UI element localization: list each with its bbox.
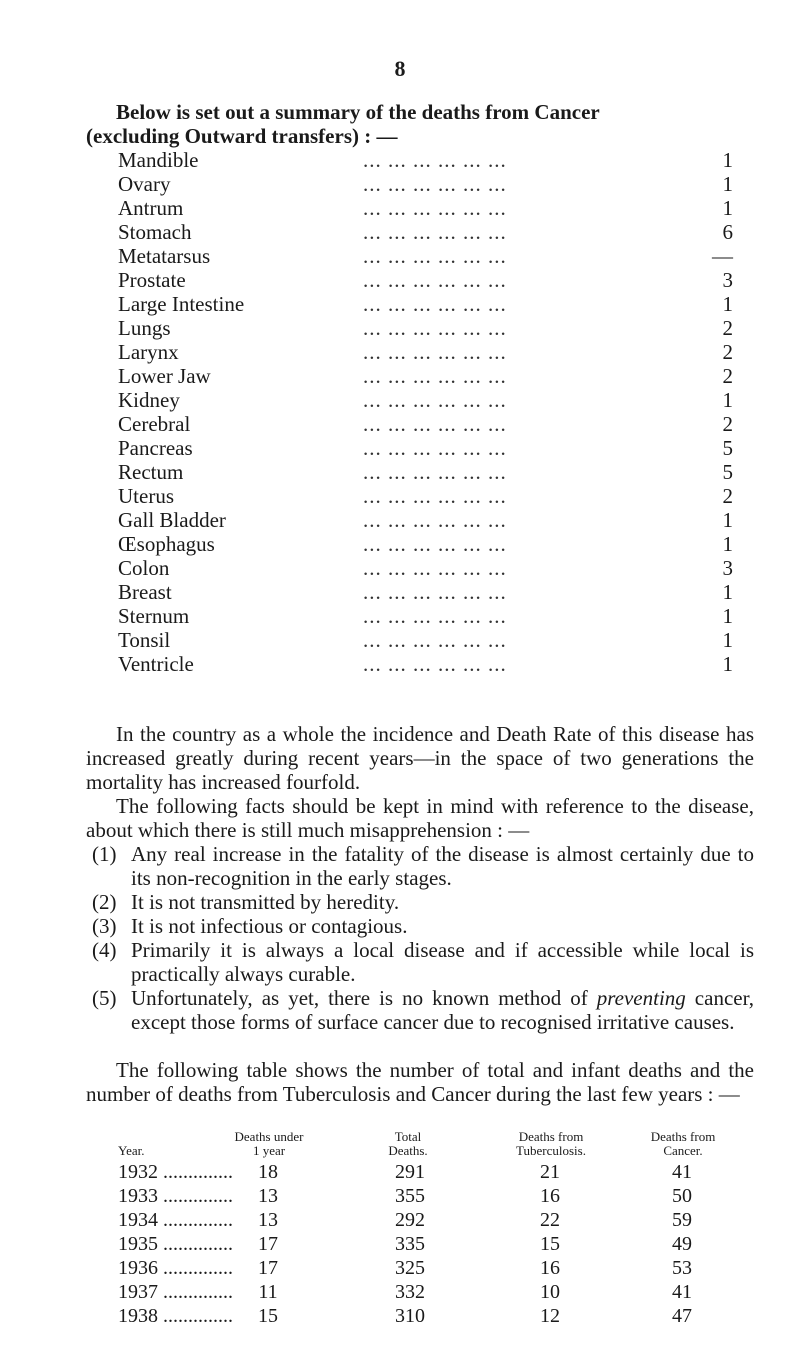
table-intro-text: The following table shows the number of total and infant deaths and the number of deaths from Tuberculosis and Cancer during the last few years : — xyxy=(86,1058,754,1106)
cell-tb-deaths: 22 xyxy=(540,1209,560,1231)
cell-tb-deaths: 16 xyxy=(540,1257,560,1279)
death-count: 5 xyxy=(722,460,733,484)
cell-total-deaths: 335 xyxy=(395,1233,425,1255)
fact-text: It is not infectious or contagious. xyxy=(131,914,408,938)
cell-total-deaths: 291 xyxy=(395,1161,425,1183)
cancer-site: Gall Bladder xyxy=(118,508,226,532)
list-item xyxy=(118,388,733,412)
death-count: 1 xyxy=(722,508,733,532)
header-total-line1: Total xyxy=(394,1129,422,1144)
death-count: 1 xyxy=(722,148,733,172)
leader-dots: ... ... ... ... ... ... xyxy=(363,172,507,196)
header-infant-line2: 1 year xyxy=(252,1143,286,1158)
header-year: Year. xyxy=(118,1143,145,1158)
fact-text: Primarily it is always a local disease and if accessible while local is practically always curable. xyxy=(131,938,754,986)
leader-dots: ... ... ... ... ... ... xyxy=(363,604,507,628)
leader-dots: ... ... ... ... ... ... xyxy=(363,532,507,556)
list-item xyxy=(118,580,733,604)
cancer-site: Rectum xyxy=(118,460,184,484)
list-item xyxy=(118,508,733,532)
cell-year: 1936 .............. xyxy=(118,1257,233,1279)
list-item xyxy=(118,268,733,292)
cell-total-deaths: 292 xyxy=(395,1209,425,1231)
cancer-site: Stomach xyxy=(118,220,192,244)
cancer-site: Metatarsus xyxy=(118,244,211,268)
table-row xyxy=(118,1256,768,1280)
cell-cancer-deaths: 59 xyxy=(672,1209,692,1231)
death-count: 2 xyxy=(722,484,733,508)
cell-year: 1932 .............. xyxy=(118,1161,233,1183)
table-row xyxy=(118,1208,768,1232)
header-infant-deaths xyxy=(214,1130,324,1158)
list-item xyxy=(118,532,733,556)
cancer-site: Large Intestine xyxy=(118,292,245,316)
leader-dots: ... ... ... ... ... ... xyxy=(363,244,507,268)
death-count: 2 xyxy=(722,412,733,436)
cell-infant-deaths: 15 xyxy=(258,1305,278,1327)
cancer-site: Ovary xyxy=(118,172,171,196)
list-item xyxy=(118,244,733,268)
leader-dots: ... ... ... ... ... ... xyxy=(363,412,507,436)
cell-year: 1935 .............. xyxy=(118,1233,233,1255)
cell-cancer-deaths: 53 xyxy=(672,1257,692,1279)
leader-dots: ... ... ... ... ... ... xyxy=(363,220,507,244)
fact-number: (5) xyxy=(92,986,117,1010)
fact-text-emphasis: preventing xyxy=(596,986,686,1010)
cancer-summary-intro xyxy=(86,100,756,148)
cell-cancer-deaths: 50 xyxy=(672,1185,692,1207)
death-count: 2 xyxy=(722,340,733,364)
death-count: 1 xyxy=(722,532,733,556)
fact-text-start: Unfortunately, as yet, there is no known method of xyxy=(131,986,597,1010)
intro-line-1: Below is set out a summary of the deaths from Cancer xyxy=(116,100,600,124)
leader-dots: ... ... ... ... ... ... xyxy=(363,484,507,508)
leader-dots: ... ... ... ... ... ... xyxy=(363,340,507,364)
death-count: 6 xyxy=(722,220,733,244)
list-item xyxy=(118,196,733,220)
cell-infant-deaths: 11 xyxy=(258,1281,278,1303)
fact-item xyxy=(92,914,754,938)
list-item xyxy=(118,364,733,388)
cell-tb-deaths: 16 xyxy=(540,1185,560,1207)
cell-infant-deaths: 13 xyxy=(258,1209,278,1231)
leader-dots: ... ... ... ... ... ... xyxy=(363,148,507,172)
cell-tb-deaths: 15 xyxy=(540,1233,560,1255)
cell-tb-deaths: 21 xyxy=(540,1161,560,1183)
list-item xyxy=(118,436,733,460)
list-item xyxy=(118,652,733,676)
cell-year: 1934 .............. xyxy=(118,1209,233,1231)
cancer-site: Œsophagus xyxy=(118,532,215,556)
cancer-site: Cerebral xyxy=(118,412,191,436)
death-count: 1 xyxy=(722,652,733,676)
cell-cancer-deaths: 47 xyxy=(672,1305,692,1327)
death-count: 2 xyxy=(722,364,733,388)
leader-dots: ... ... ... ... ... ... xyxy=(363,652,507,676)
list-item xyxy=(118,412,733,436)
intro-line-2: (excluding Outward transfers) : — xyxy=(86,124,398,148)
cancer-site: Breast xyxy=(118,580,172,604)
cell-year: 1938 .............. xyxy=(118,1305,233,1327)
table-row xyxy=(118,1304,768,1328)
death-count: 2 xyxy=(722,316,733,340)
leader-dots: ... ... ... ... ... ... xyxy=(363,316,507,340)
table-row xyxy=(118,1160,768,1184)
death-count: 1 xyxy=(722,580,733,604)
death-count: 1 xyxy=(722,604,733,628)
leader-dots: ... ... ... ... ... ... xyxy=(363,364,507,388)
fact-text xyxy=(131,986,754,1034)
leader-dots: ... ... ... ... ... ... xyxy=(363,556,507,580)
cell-infant-deaths: 18 xyxy=(258,1161,278,1183)
cancer-site: Lungs xyxy=(118,316,171,340)
mortality-table xyxy=(118,1130,768,1328)
cancer-site: Pancreas xyxy=(118,436,193,460)
death-count: 1 xyxy=(722,172,733,196)
cancer-site: Ventricle xyxy=(118,652,194,676)
table-row xyxy=(118,1232,768,1256)
cell-year: 1937 .............. xyxy=(118,1281,233,1303)
list-item xyxy=(118,628,733,652)
death-count: — xyxy=(712,244,733,268)
leader-dots: ... ... ... ... ... ... xyxy=(363,268,507,292)
cell-cancer-deaths: 41 xyxy=(672,1161,692,1183)
death-count: 5 xyxy=(722,436,733,460)
table-body xyxy=(118,1160,768,1328)
leader-dots: ... ... ... ... ... ... xyxy=(363,580,507,604)
incidence-text: In the country as a whole the incidence and Death Rate of this disease has increased greatly during recent years—in the space of two generations the mortality has increased fourfold. xyxy=(86,722,754,794)
facts-intro-text: The following facts should be kept in mind with reference to the disease, about which there is still much misapprehension : — xyxy=(86,794,754,842)
cell-year: 1933 .............. xyxy=(118,1185,233,1207)
header-tb-line1: Deaths from xyxy=(518,1129,584,1144)
cell-total-deaths: 332 xyxy=(395,1281,425,1303)
leader-dots: ... ... ... ... ... ... xyxy=(363,388,507,412)
header-tb-deaths xyxy=(496,1130,606,1158)
death-count: 1 xyxy=(722,628,733,652)
death-count: 3 xyxy=(722,556,733,580)
table-row xyxy=(118,1280,768,1304)
fact-number: (2) xyxy=(92,890,117,914)
cell-infant-deaths: 17 xyxy=(258,1233,278,1255)
list-item xyxy=(118,316,733,340)
leader-dots: ... ... ... ... ... ... xyxy=(363,460,507,484)
cancer-site: Colon xyxy=(118,556,170,580)
table-row xyxy=(118,1184,768,1208)
header-cancer-line2: Cancer. xyxy=(663,1143,703,1158)
leader-dots: ... ... ... ... ... ... xyxy=(363,292,507,316)
list-item xyxy=(118,292,733,316)
list-item xyxy=(118,220,733,244)
cancer-deaths-list xyxy=(118,148,733,676)
list-item xyxy=(118,148,733,172)
header-cancer-line1: Deaths from xyxy=(650,1129,716,1144)
fact-text: It is not transmitted by heredity. xyxy=(131,890,400,914)
cell-cancer-deaths: 41 xyxy=(672,1281,692,1303)
cancer-site: Kidney xyxy=(118,388,180,412)
death-count: 1 xyxy=(722,292,733,316)
fact-text-end: cancer, except those forms of surface cancer due to recognised irritative causes. xyxy=(131,986,754,1034)
list-item xyxy=(118,460,733,484)
cancer-site: Larynx xyxy=(118,340,179,364)
cell-cancer-deaths: 49 xyxy=(672,1233,692,1255)
death-count: 1 xyxy=(722,196,733,220)
cancer-site: Antrum xyxy=(118,196,184,220)
cancer-site: Mandible xyxy=(118,148,199,172)
table-header-row xyxy=(118,1130,768,1160)
death-count: 3 xyxy=(722,268,733,292)
fact-item xyxy=(92,842,754,890)
leader-dots: ... ... ... ... ... ... xyxy=(363,508,507,532)
fact-item xyxy=(92,890,754,914)
list-item xyxy=(118,172,733,196)
cancer-site: Tonsil xyxy=(118,628,171,652)
leader-dots: ... ... ... ... ... ... xyxy=(363,436,507,460)
leader-dots: ... ... ... ... ... ... xyxy=(363,628,507,652)
cancer-site: Sternum xyxy=(118,604,190,628)
death-count: 1 xyxy=(722,388,733,412)
list-item xyxy=(118,556,733,580)
cell-infant-deaths: 13 xyxy=(258,1185,278,1207)
cell-total-deaths: 355 xyxy=(395,1185,425,1207)
cell-tb-deaths: 12 xyxy=(540,1305,560,1327)
header-infant-line1: Deaths under xyxy=(234,1129,304,1144)
fact-number: (1) xyxy=(92,842,117,866)
leader-dots: ... ... ... ... ... ... xyxy=(363,196,507,220)
cell-total-deaths: 325 xyxy=(395,1257,425,1279)
header-total-deaths xyxy=(368,1130,448,1158)
list-item xyxy=(118,604,733,628)
cancer-site: Uterus xyxy=(118,484,174,508)
table-intro-paragraph xyxy=(86,1058,754,1106)
header-tb-line2: Tuberculosis. xyxy=(516,1143,586,1158)
cancer-site: Prostate xyxy=(118,268,186,292)
facts-intro-paragraph xyxy=(86,794,754,842)
list-item xyxy=(118,340,733,364)
fact-item xyxy=(92,938,754,986)
header-cancer-deaths xyxy=(628,1130,738,1158)
fact-text: Any real increase in the fatality of the disease is almost certainly due to its non-recognition in the early stages. xyxy=(131,842,754,890)
cancer-site: Lower Jaw xyxy=(118,364,211,388)
list-item xyxy=(118,484,733,508)
page-number: 8 xyxy=(394,56,406,81)
cell-tb-deaths: 10 xyxy=(540,1281,560,1303)
fact-number: (3) xyxy=(92,914,117,938)
header-total-line2: Deaths. xyxy=(388,1143,428,1158)
cell-total-deaths: 310 xyxy=(395,1305,425,1327)
cell-infant-deaths: 17 xyxy=(258,1257,278,1279)
fact-item xyxy=(92,986,754,1034)
incidence-paragraph xyxy=(86,722,754,794)
fact-number: (4) xyxy=(92,938,117,962)
